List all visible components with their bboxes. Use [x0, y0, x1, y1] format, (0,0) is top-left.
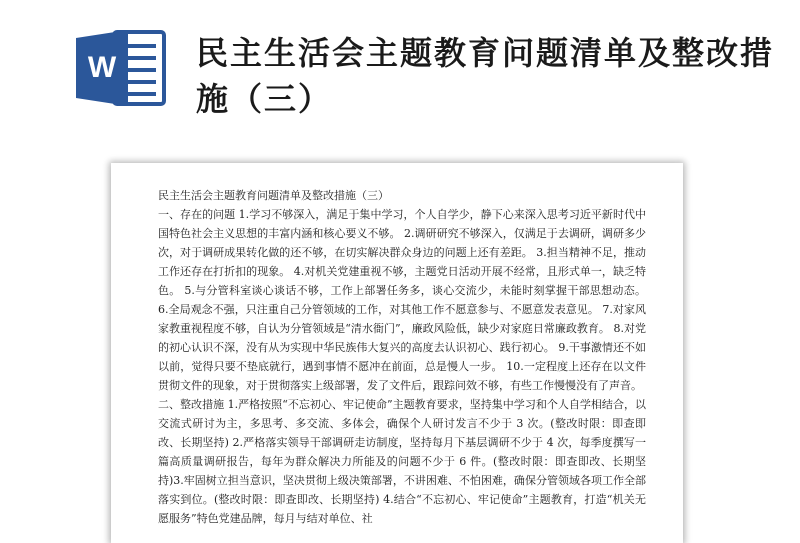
- document-paragraph: 一、存在的问题 1.学习不够深入，满足于集中学习，个人自学少，静下心来深入思考习近平新时代中国特色社会主义思想的丰富内涵和核心要义不够。 2.调研研究不够深入，仅满足于去调研，调研多少次，对于调研成果转化做的还不够，在切实解决群众身边的问题上还有差距。 3.担当精神不足，推动工作还存在打折扣的现象。 4.对机关党建重视不够，主题党日活动开展不经常，且形式单一，缺乏特色。 5.与分管科室谈心谈话不够，工作上部署任务多，谈心交流少，未能时刻掌握干部思想动态。 6.全局观念不强，只注重自己分管领域的工作，对其他工作不愿意参与、不愿意发表意见。 7.对家风家教重视程度不够，自认为分管领域是“清水衙门”，廉政风险低，缺少对家庭日常廉政教育。 8.对党的初心认识不深，没有从为实现中华民族伟大复兴的高度去认识初心、践行初心。 9.干事激情还不如以前，觉得只要不垫底就行，遇到事情不愿冲在前面，总是慢人一步。 10.一定程度上还存在以文件贯彻文件的现象，对于贯彻落实上级部署，发了文件后，跟踪问效不够，有些工作慢慢没有了声音。: [158, 208, 646, 392]
- document-body: [158, 186, 646, 528]
- word-icon: [74, 28, 166, 108]
- document-heading: 民主生活会主题教育问题清单及整改措施（三）: [158, 189, 389, 202]
- word-icon-letter: W: [87, 51, 117, 84]
- document-paragraph: 二、整改措施 1.严格按照“不忘初心、牢记使命”主题教育要求，坚持集中学习和个人自学相结合，以交流式研讨为主，多思考、多交流、多体会，确保个人研讨发言不少于 3 次。(整改时限：即查即改、长期坚持) 2.严格落实领导干部调研走访制度，坚持每月下基层调研不少于 4 次，每季度撰写一篇高质量调研报告，每年为群众解决力所能及的问题不少于 6 件。(整改时限：即查即改、长期坚持)3.牢固树立担当意识，坚决贯彻上级决策部署，不讲困难、不怕困难，确保分管领域各项工作全部落实到位。(整改时限：即查即改、长期坚持) 4.结合“不忘初心、牢记使命”主题教育，打造“机关无愿服务”特色党建品牌，每月与结对单位、社: [158, 398, 646, 525]
- page-title: 民主生活会主题教育问题清单及整改措施（三）: [196, 34, 775, 118]
